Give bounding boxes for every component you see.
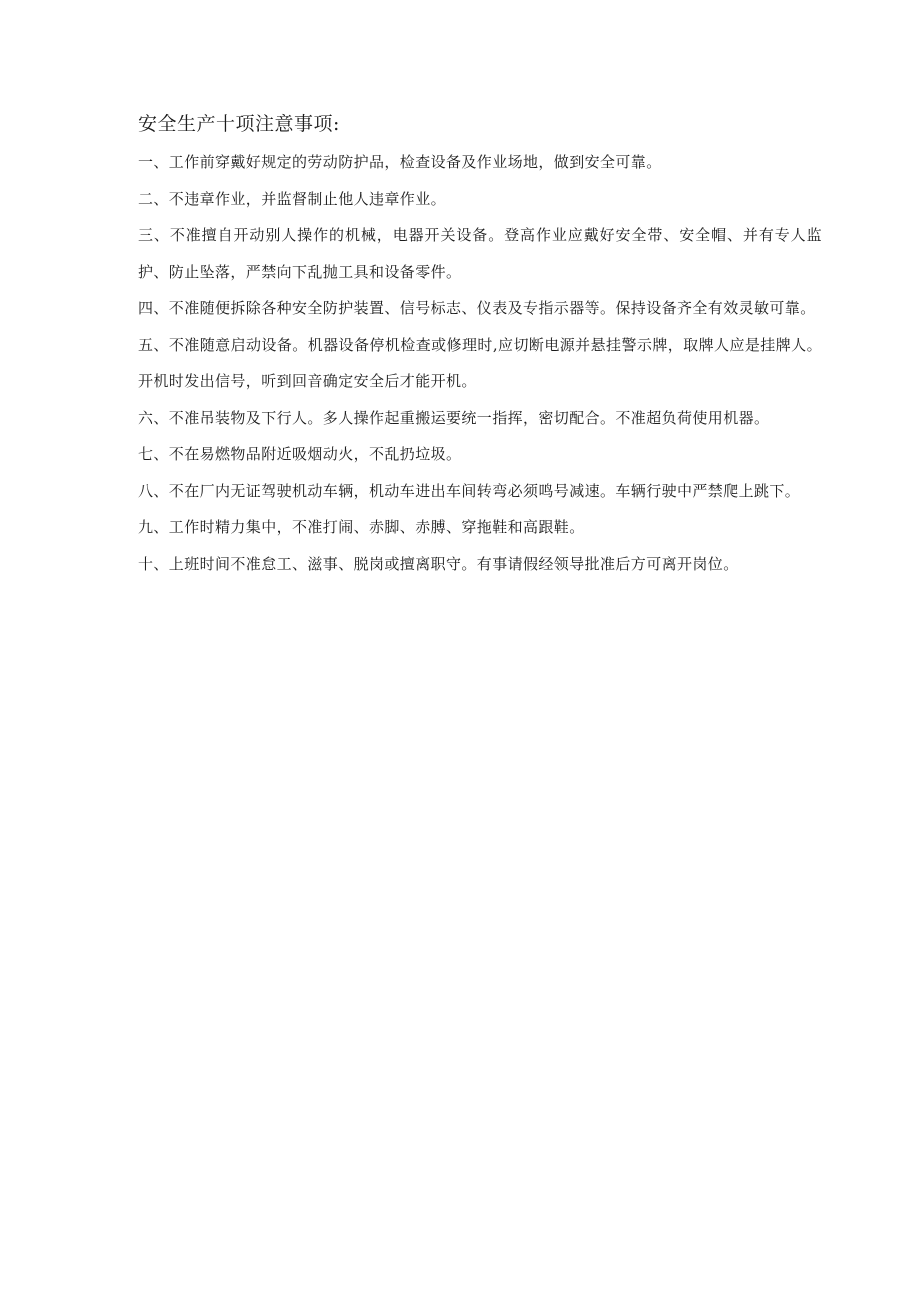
rule-item-4: 四、不准随便拆除各种安全防护装置、信号标志、仪表及专指示器等。保持设备齐全有效灵敏可靠。 bbox=[138, 299, 816, 317]
rule-item-3: 三、不准擅自开动别人操作的机械，电器开关设备。登高作业应戴好安全带、安全帽、并有专人监护、防止坠落，严禁向下乱抛工具和设备零件。 bbox=[138, 226, 822, 281]
document-title: 安全生产十项注意事项: bbox=[138, 113, 340, 135]
rule-item-1: 一、工作前穿戴好规定的劳动防护品，检查设备及作业场地，做到安全可靠。 bbox=[138, 153, 662, 171]
rule-list bbox=[138, 144, 822, 582]
rule-item-5: 五、不准随意启动设备。机器设备停机检查或修理时,应切断电源并悬挂警示牌，取牌人应是挂牌人。开机时发出信号，听到回音确定安全后才能开机。 bbox=[138, 335, 822, 390]
rule-item-8: 八、不在厂内无证驾驶机动车辆，机动车进出车间转弯必须鸣号减速。车辆行驶中严禁爬上跳下。 bbox=[138, 481, 801, 500]
rule-item-6: 六、不准吊装物及下行人。多人操作起重搬运要统一指挥，密切配合。不准超负荷使用机器。 bbox=[138, 408, 770, 427]
rule-item-9: 九、工作时精力集中，不准打闹、赤脚、赤膊、穿拖鞋和高跟鞋。 bbox=[138, 518, 585, 536]
rule-item-10: 十、上班时间不准怠工、滋事、脱岗或擅离职守。有事请假经领导批准后方可离开岗位。 bbox=[138, 554, 739, 573]
rule-item-7: 七、不在易燃物品附近吸烟动火，不乱扔垃圾。 bbox=[138, 445, 462, 463]
document-body bbox=[138, 110, 822, 582]
rule-item-2: 二、不违章作业，并监督制止他人违章作业。 bbox=[138, 189, 447, 208]
